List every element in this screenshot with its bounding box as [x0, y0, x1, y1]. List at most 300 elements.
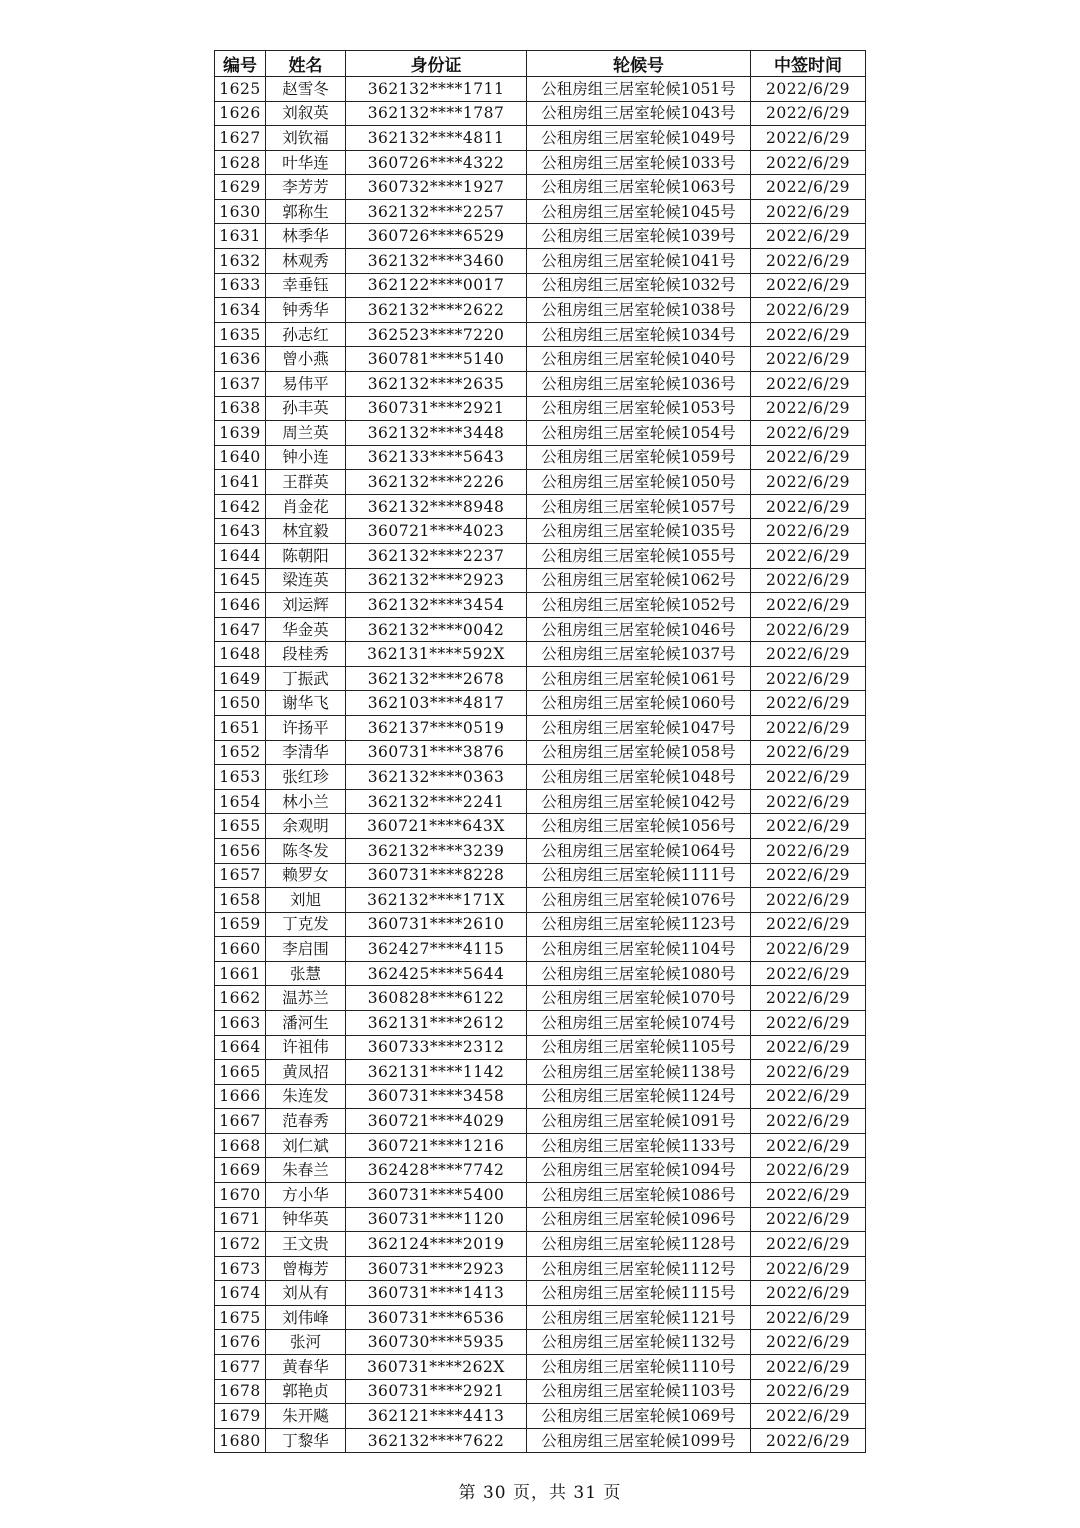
cell-id-card: 362428****7742 [346, 1158, 527, 1183]
cell-number: 1679 [215, 1404, 266, 1429]
cell-id-card: 360721****4023 [346, 519, 527, 544]
table-row [215, 617, 866, 642]
cell-number: 1631 [215, 224, 266, 249]
cell-number: 1647 [215, 617, 266, 642]
cell-name: 范春秀 [266, 1109, 346, 1134]
cell-number: 1649 [215, 666, 266, 691]
cell-number: 1629 [215, 175, 266, 200]
cell-draw-date: 2022/6/29 [751, 617, 866, 642]
cell-draw-date: 2022/6/29 [751, 77, 866, 102]
cell-name: 赵雪冬 [266, 77, 346, 102]
cell-number: 1625 [215, 77, 266, 102]
cell-queue-number: 公租房组三居室轮候1033号 [527, 150, 751, 175]
cell-draw-date: 2022/6/29 [751, 937, 866, 962]
cell-name: 赖罗女 [266, 863, 346, 888]
cell-name: 刘叙英 [266, 101, 346, 126]
cell-draw-date: 2022/6/29 [751, 175, 866, 200]
cell-id-card: 360721****4029 [346, 1109, 527, 1134]
cell-draw-date: 2022/6/29 [751, 543, 866, 568]
cell-id-card: 360731****2921 [346, 396, 527, 421]
table-row [215, 470, 866, 495]
cell-name: 丁克发 [266, 912, 346, 937]
table-row [215, 1305, 866, 1330]
cell-draw-date: 2022/6/29 [751, 347, 866, 372]
cell-queue-number: 公租房组三居室轮候1086号 [527, 1183, 751, 1208]
cell-number: 1658 [215, 888, 266, 913]
table-row [215, 1207, 866, 1232]
cell-queue-number: 公租房组三居室轮候1112号 [527, 1256, 751, 1281]
cell-name: 刘伟峰 [266, 1305, 346, 1330]
cell-queue-number: 公租房组三居室轮候1038号 [527, 298, 751, 323]
cell-number: 1626 [215, 101, 266, 126]
cell-number: 1680 [215, 1428, 266, 1453]
cell-id-card: 360828****6122 [346, 986, 527, 1011]
cell-name: 华金英 [266, 617, 346, 642]
cell-id-card: 360726****4322 [346, 150, 527, 175]
cell-queue-number: 公租房组三居室轮候1056号 [527, 814, 751, 839]
cell-draw-date: 2022/6/29 [751, 396, 866, 421]
cell-queue-number: 公租房组三居室轮候1091号 [527, 1109, 751, 1134]
cell-draw-date: 2022/6/29 [751, 642, 866, 667]
cell-name: 丁黎华 [266, 1428, 346, 1453]
cell-name: 郭艳贞 [266, 1379, 346, 1404]
cell-number: 1673 [215, 1256, 266, 1281]
cell-id-card: 362131****2612 [346, 1010, 527, 1035]
cell-name: 刘旭 [266, 888, 346, 913]
cell-queue-number: 公租房组三居室轮候1111号 [527, 863, 751, 888]
table-row [215, 445, 866, 470]
cell-draw-date: 2022/6/29 [751, 912, 866, 937]
cell-queue-number: 公租房组三居室轮候1063号 [527, 175, 751, 200]
cell-name: 刘从有 [266, 1281, 346, 1306]
cell-queue-number: 公租房组三居室轮候1061号 [527, 666, 751, 691]
cell-number: 1670 [215, 1183, 266, 1208]
cell-number: 1646 [215, 593, 266, 618]
table-row [215, 961, 866, 986]
table-row [215, 937, 866, 962]
table-row [215, 765, 866, 790]
cell-name: 郭称生 [266, 199, 346, 224]
cell-number: 1634 [215, 298, 266, 323]
cell-draw-date: 2022/6/29 [751, 691, 866, 716]
cell-draw-date: 2022/6/29 [751, 568, 866, 593]
table-row [215, 150, 866, 175]
table-row [215, 740, 866, 765]
cell-name: 林小兰 [266, 789, 346, 814]
table-row [215, 101, 866, 126]
cell-queue-number: 公租房组三居室轮候1058号 [527, 740, 751, 765]
cell-id-card: 360721****1216 [346, 1133, 527, 1158]
cell-id-card: 362132****3460 [346, 249, 527, 274]
table-row [215, 642, 866, 667]
cell-queue-number: 公租房组三居室轮候1080号 [527, 961, 751, 986]
cell-name: 朱开飚 [266, 1404, 346, 1429]
cell-draw-date: 2022/6/29 [751, 1158, 866, 1183]
cell-draw-date: 2022/6/29 [751, 789, 866, 814]
cell-number: 1675 [215, 1305, 266, 1330]
cell-number: 1637 [215, 371, 266, 396]
cell-draw-date: 2022/6/29 [751, 1428, 866, 1453]
cell-name: 黄凤招 [266, 1060, 346, 1085]
cell-id-card: 360731****3458 [346, 1084, 527, 1109]
cell-id-card: 362132****3454 [346, 593, 527, 618]
table-row [215, 912, 866, 937]
table-row [215, 1232, 866, 1257]
cell-id-card: 362132****2635 [346, 371, 527, 396]
table-row [215, 986, 866, 1011]
cell-id-card: 362132****2923 [346, 568, 527, 593]
cell-name: 刘运辉 [266, 593, 346, 618]
cell-draw-date: 2022/6/29 [751, 101, 866, 126]
cell-draw-date: 2022/6/29 [751, 1183, 866, 1208]
table-row [215, 273, 866, 298]
cell-name: 叶华连 [266, 150, 346, 175]
cell-id-card: 362425****5644 [346, 961, 527, 986]
table-row [215, 347, 866, 372]
cell-id-card: 360731****2610 [346, 912, 527, 937]
cell-draw-date: 2022/6/29 [751, 814, 866, 839]
cell-queue-number: 公租房组三居室轮候1054号 [527, 421, 751, 446]
cell-draw-date: 2022/6/29 [751, 494, 866, 519]
cell-number: 1636 [215, 347, 266, 372]
cell-name: 幸垂钰 [266, 273, 346, 298]
table-body [215, 77, 866, 1453]
cell-draw-date: 2022/6/29 [751, 1133, 866, 1158]
cell-queue-number: 公租房组三居室轮候1124号 [527, 1084, 751, 1109]
cell-number: 1632 [215, 249, 266, 274]
cell-name: 刘仁斌 [266, 1133, 346, 1158]
table-row [215, 543, 866, 568]
header-name: 姓名 [266, 51, 346, 77]
cell-id-card: 360733****2312 [346, 1035, 527, 1060]
cell-name: 钟小连 [266, 445, 346, 470]
cell-id-card: 360731****2921 [346, 1379, 527, 1404]
cell-number: 1627 [215, 126, 266, 151]
cell-draw-date: 2022/6/29 [751, 1256, 866, 1281]
cell-name: 李启围 [266, 937, 346, 962]
cell-name: 李清华 [266, 740, 346, 765]
cell-number: 1676 [215, 1330, 266, 1355]
cell-draw-date: 2022/6/29 [751, 1084, 866, 1109]
cell-queue-number: 公租房组三居室轮候1096号 [527, 1207, 751, 1232]
cell-queue-number: 公租房组三居室轮候1062号 [527, 568, 751, 593]
table-row [215, 716, 866, 741]
cell-id-card: 362132****2678 [346, 666, 527, 691]
cell-id-card: 362121****4413 [346, 1404, 527, 1429]
cell-name: 林观秀 [266, 249, 346, 274]
cell-name: 周兰英 [266, 421, 346, 446]
cell-queue-number: 公租房组三居室轮候1105号 [527, 1035, 751, 1060]
cell-queue-number: 公租房组三居室轮候1042号 [527, 789, 751, 814]
cell-id-card: 360731****262X [346, 1355, 527, 1380]
table-row [215, 568, 866, 593]
cell-number: 1669 [215, 1158, 266, 1183]
cell-id-card: 362132****171X [346, 888, 527, 913]
cell-name: 肖金花 [266, 494, 346, 519]
cell-queue-number: 公租房组三居室轮候1094号 [527, 1158, 751, 1183]
table-header-row [215, 51, 866, 77]
cell-number: 1648 [215, 642, 266, 667]
cell-queue-number: 公租房组三居室轮候1035号 [527, 519, 751, 544]
cell-number: 1633 [215, 273, 266, 298]
cell-number: 1667 [215, 1109, 266, 1134]
cell-number: 1666 [215, 1084, 266, 1109]
cell-queue-number: 公租房组三居室轮候1045号 [527, 199, 751, 224]
cell-draw-date: 2022/6/29 [751, 1379, 866, 1404]
table-row [215, 1404, 866, 1429]
cell-queue-number: 公租房组三居室轮候1040号 [527, 347, 751, 372]
cell-number: 1645 [215, 568, 266, 593]
table-row [215, 322, 866, 347]
cell-queue-number: 公租房组三居室轮候1121号 [527, 1305, 751, 1330]
cell-number: 1644 [215, 543, 266, 568]
cell-draw-date: 2022/6/29 [751, 1330, 866, 1355]
cell-name: 钟秀华 [266, 298, 346, 323]
table-row [215, 1010, 866, 1035]
table-row [215, 1060, 866, 1085]
cell-number: 1628 [215, 150, 266, 175]
cell-name: 谢华飞 [266, 691, 346, 716]
table-row [215, 421, 866, 446]
cell-queue-number: 公租房组三居室轮候1053号 [527, 396, 751, 421]
cell-id-card: 362103****4817 [346, 691, 527, 716]
cell-name: 温苏兰 [266, 986, 346, 1011]
cell-queue-number: 公租房组三居室轮候1076号 [527, 888, 751, 913]
cell-queue-number: 公租房组三居室轮候1133号 [527, 1133, 751, 1158]
cell-number: 1671 [215, 1207, 266, 1232]
table-row [215, 1158, 866, 1183]
cell-id-card: 362132****2237 [346, 543, 527, 568]
cell-draw-date: 2022/6/29 [751, 888, 866, 913]
cell-number: 1657 [215, 863, 266, 888]
table-row [215, 789, 866, 814]
cell-id-card: 362132****2622 [346, 298, 527, 323]
cell-number: 1672 [215, 1232, 266, 1257]
cell-name: 陈冬发 [266, 838, 346, 863]
table-row [215, 371, 866, 396]
cell-draw-date: 2022/6/29 [751, 1035, 866, 1060]
cell-number: 1665 [215, 1060, 266, 1085]
cell-number: 1677 [215, 1355, 266, 1380]
cell-draw-date: 2022/6/29 [751, 249, 866, 274]
cell-id-card: 360730****5935 [346, 1330, 527, 1355]
cell-number: 1652 [215, 740, 266, 765]
cell-name: 张红珍 [266, 765, 346, 790]
cell-queue-number: 公租房组三居室轮候1052号 [527, 593, 751, 618]
cell-id-card: 362131****592X [346, 642, 527, 667]
table-row [215, 888, 866, 913]
cell-draw-date: 2022/6/29 [751, 1305, 866, 1330]
cell-id-card: 360732****1927 [346, 175, 527, 200]
cell-id-card: 360726****6529 [346, 224, 527, 249]
table-row [215, 691, 866, 716]
cell-draw-date: 2022/6/29 [751, 1010, 866, 1035]
cell-id-card: 362133****5643 [346, 445, 527, 470]
cell-id-card: 362132****8948 [346, 494, 527, 519]
cell-name: 张河 [266, 1330, 346, 1355]
cell-id-card: 362523****7220 [346, 322, 527, 347]
cell-name: 林季华 [266, 224, 346, 249]
cell-number: 1641 [215, 470, 266, 495]
cell-number: 1643 [215, 519, 266, 544]
cell-number: 1638 [215, 396, 266, 421]
cell-id-card: 362132****3448 [346, 421, 527, 446]
cell-id-card: 360731****1413 [346, 1281, 527, 1306]
table-row [215, 1281, 866, 1306]
cell-name: 钟华英 [266, 1207, 346, 1232]
cell-id-card: 362124****2019 [346, 1232, 527, 1257]
cell-queue-number: 公租房组三居室轮候1046号 [527, 617, 751, 642]
cell-queue-number: 公租房组三居室轮候1064号 [527, 838, 751, 863]
table-row [215, 199, 866, 224]
cell-name: 林宜毅 [266, 519, 346, 544]
cell-number: 1656 [215, 838, 266, 863]
cell-draw-date: 2022/6/29 [751, 1109, 866, 1134]
cell-number: 1663 [215, 1010, 266, 1035]
cell-queue-number: 公租房组三居室轮候1051号 [527, 77, 751, 102]
cell-name: 朱连发 [266, 1084, 346, 1109]
cell-id-card: 362132****2257 [346, 199, 527, 224]
table-row [215, 396, 866, 421]
table-row [215, 1133, 866, 1158]
cell-name: 李芳芳 [266, 175, 346, 200]
cell-queue-number: 公租房组三居室轮候1138号 [527, 1060, 751, 1085]
cell-name: 王文贵 [266, 1232, 346, 1257]
cell-draw-date: 2022/6/29 [751, 863, 866, 888]
cell-draw-date: 2022/6/29 [751, 838, 866, 863]
cell-name: 方小华 [266, 1183, 346, 1208]
table-row [215, 519, 866, 544]
cell-draw-date: 2022/6/29 [751, 740, 866, 765]
page-footer: 第 30 页，共 31 页 [458, 1483, 622, 1503]
cell-draw-date: 2022/6/29 [751, 519, 866, 544]
cell-id-card: 362132****2226 [346, 470, 527, 495]
cell-id-card: 362137****0519 [346, 716, 527, 741]
cell-draw-date: 2022/6/29 [751, 986, 866, 1011]
table-row [215, 1183, 866, 1208]
table-row [215, 494, 866, 519]
header-id-card: 身份证 [346, 51, 527, 77]
cell-queue-number: 公租房组三居室轮候1047号 [527, 716, 751, 741]
table-row [215, 126, 866, 151]
cell-draw-date: 2022/6/29 [751, 150, 866, 175]
cell-name: 曾小燕 [266, 347, 346, 372]
cell-number: 1653 [215, 765, 266, 790]
cell-draw-date: 2022/6/29 [751, 298, 866, 323]
cell-number: 1662 [215, 986, 266, 1011]
cell-draw-date: 2022/6/29 [751, 126, 866, 151]
cell-number: 1640 [215, 445, 266, 470]
cell-name: 潘河生 [266, 1010, 346, 1035]
allocation-table [214, 50, 866, 1453]
table-row [215, 175, 866, 200]
cell-id-card: 362131****1142 [346, 1060, 527, 1085]
cell-queue-number: 公租房组三居室轮候1036号 [527, 371, 751, 396]
cell-name: 余观明 [266, 814, 346, 839]
cell-name: 丁振武 [266, 666, 346, 691]
cell-queue-number: 公租房组三居室轮候1104号 [527, 937, 751, 962]
cell-number: 1664 [215, 1035, 266, 1060]
cell-queue-number: 公租房组三居室轮候1049号 [527, 126, 751, 151]
table-row [215, 838, 866, 863]
table-row [215, 1256, 866, 1281]
cell-number: 1660 [215, 937, 266, 962]
cell-id-card: 362427****4115 [346, 937, 527, 962]
cell-name: 段桂秀 [266, 642, 346, 667]
table-row [215, 593, 866, 618]
cell-name: 曾梅芳 [266, 1256, 346, 1281]
cell-id-card: 360731****3876 [346, 740, 527, 765]
cell-queue-number: 公租房组三居室轮候1110号 [527, 1355, 751, 1380]
cell-draw-date: 2022/6/29 [751, 224, 866, 249]
cell-queue-number: 公租房组三居室轮候1039号 [527, 224, 751, 249]
cell-number: 1654 [215, 789, 266, 814]
table-row [215, 1379, 866, 1404]
cell-queue-number: 公租房组三居室轮候1070号 [527, 986, 751, 1011]
header-queue-number: 轮候号 [527, 51, 751, 77]
cell-id-card: 362132****3239 [346, 838, 527, 863]
table-row [215, 77, 866, 102]
cell-draw-date: 2022/6/29 [751, 1232, 866, 1257]
cell-draw-date: 2022/6/29 [751, 470, 866, 495]
cell-id-card: 360781****5140 [346, 347, 527, 372]
cell-number: 1674 [215, 1281, 266, 1306]
cell-id-card: 360731****5400 [346, 1183, 527, 1208]
cell-name: 陈朝阳 [266, 543, 346, 568]
cell-number: 1639 [215, 421, 266, 446]
cell-draw-date: 2022/6/29 [751, 1281, 866, 1306]
cell-id-card: 362132****1711 [346, 77, 527, 102]
cell-id-card: 362132****0042 [346, 617, 527, 642]
cell-name: 易伟平 [266, 371, 346, 396]
cell-queue-number: 公租房组三居室轮候1043号 [527, 101, 751, 126]
cell-draw-date: 2022/6/29 [751, 1207, 866, 1232]
cell-id-card: 360731****2923 [346, 1256, 527, 1281]
cell-queue-number: 公租房组三居室轮候1074号 [527, 1010, 751, 1035]
cell-number: 1678 [215, 1379, 266, 1404]
cell-draw-date: 2022/6/29 [751, 445, 866, 470]
cell-draw-date: 2022/6/29 [751, 199, 866, 224]
cell-name: 张慧 [266, 961, 346, 986]
cell-draw-date: 2022/6/29 [751, 1060, 866, 1085]
table-row [215, 814, 866, 839]
cell-name: 刘钦福 [266, 126, 346, 151]
cell-number: 1630 [215, 199, 266, 224]
cell-name: 孙丰英 [266, 396, 346, 421]
cell-id-card: 362122****0017 [346, 273, 527, 298]
cell-queue-number: 公租房组三居室轮候1057号 [527, 494, 751, 519]
cell-draw-date: 2022/6/29 [751, 961, 866, 986]
table-row [215, 1355, 866, 1380]
cell-id-card: 362132****0363 [346, 765, 527, 790]
header-draw-date: 中签时间 [751, 51, 866, 77]
table-row [215, 1428, 866, 1453]
cell-draw-date: 2022/6/29 [751, 371, 866, 396]
table-row [215, 1330, 866, 1355]
cell-queue-number: 公租房组三居室轮候1069号 [527, 1404, 751, 1429]
cell-queue-number: 公租房组三居室轮候1034号 [527, 322, 751, 347]
cell-queue-number: 公租房组三居室轮候1132号 [527, 1330, 751, 1355]
cell-number: 1661 [215, 961, 266, 986]
cell-id-card: 362132****4811 [346, 126, 527, 151]
cell-name: 王群英 [266, 470, 346, 495]
cell-name: 许扬平 [266, 716, 346, 741]
cell-number: 1651 [215, 716, 266, 741]
cell-queue-number: 公租房组三居室轮候1103号 [527, 1379, 751, 1404]
cell-draw-date: 2022/6/29 [751, 273, 866, 298]
cell-queue-number: 公租房组三居室轮候1059号 [527, 445, 751, 470]
cell-id-card: 362132****2241 [346, 789, 527, 814]
